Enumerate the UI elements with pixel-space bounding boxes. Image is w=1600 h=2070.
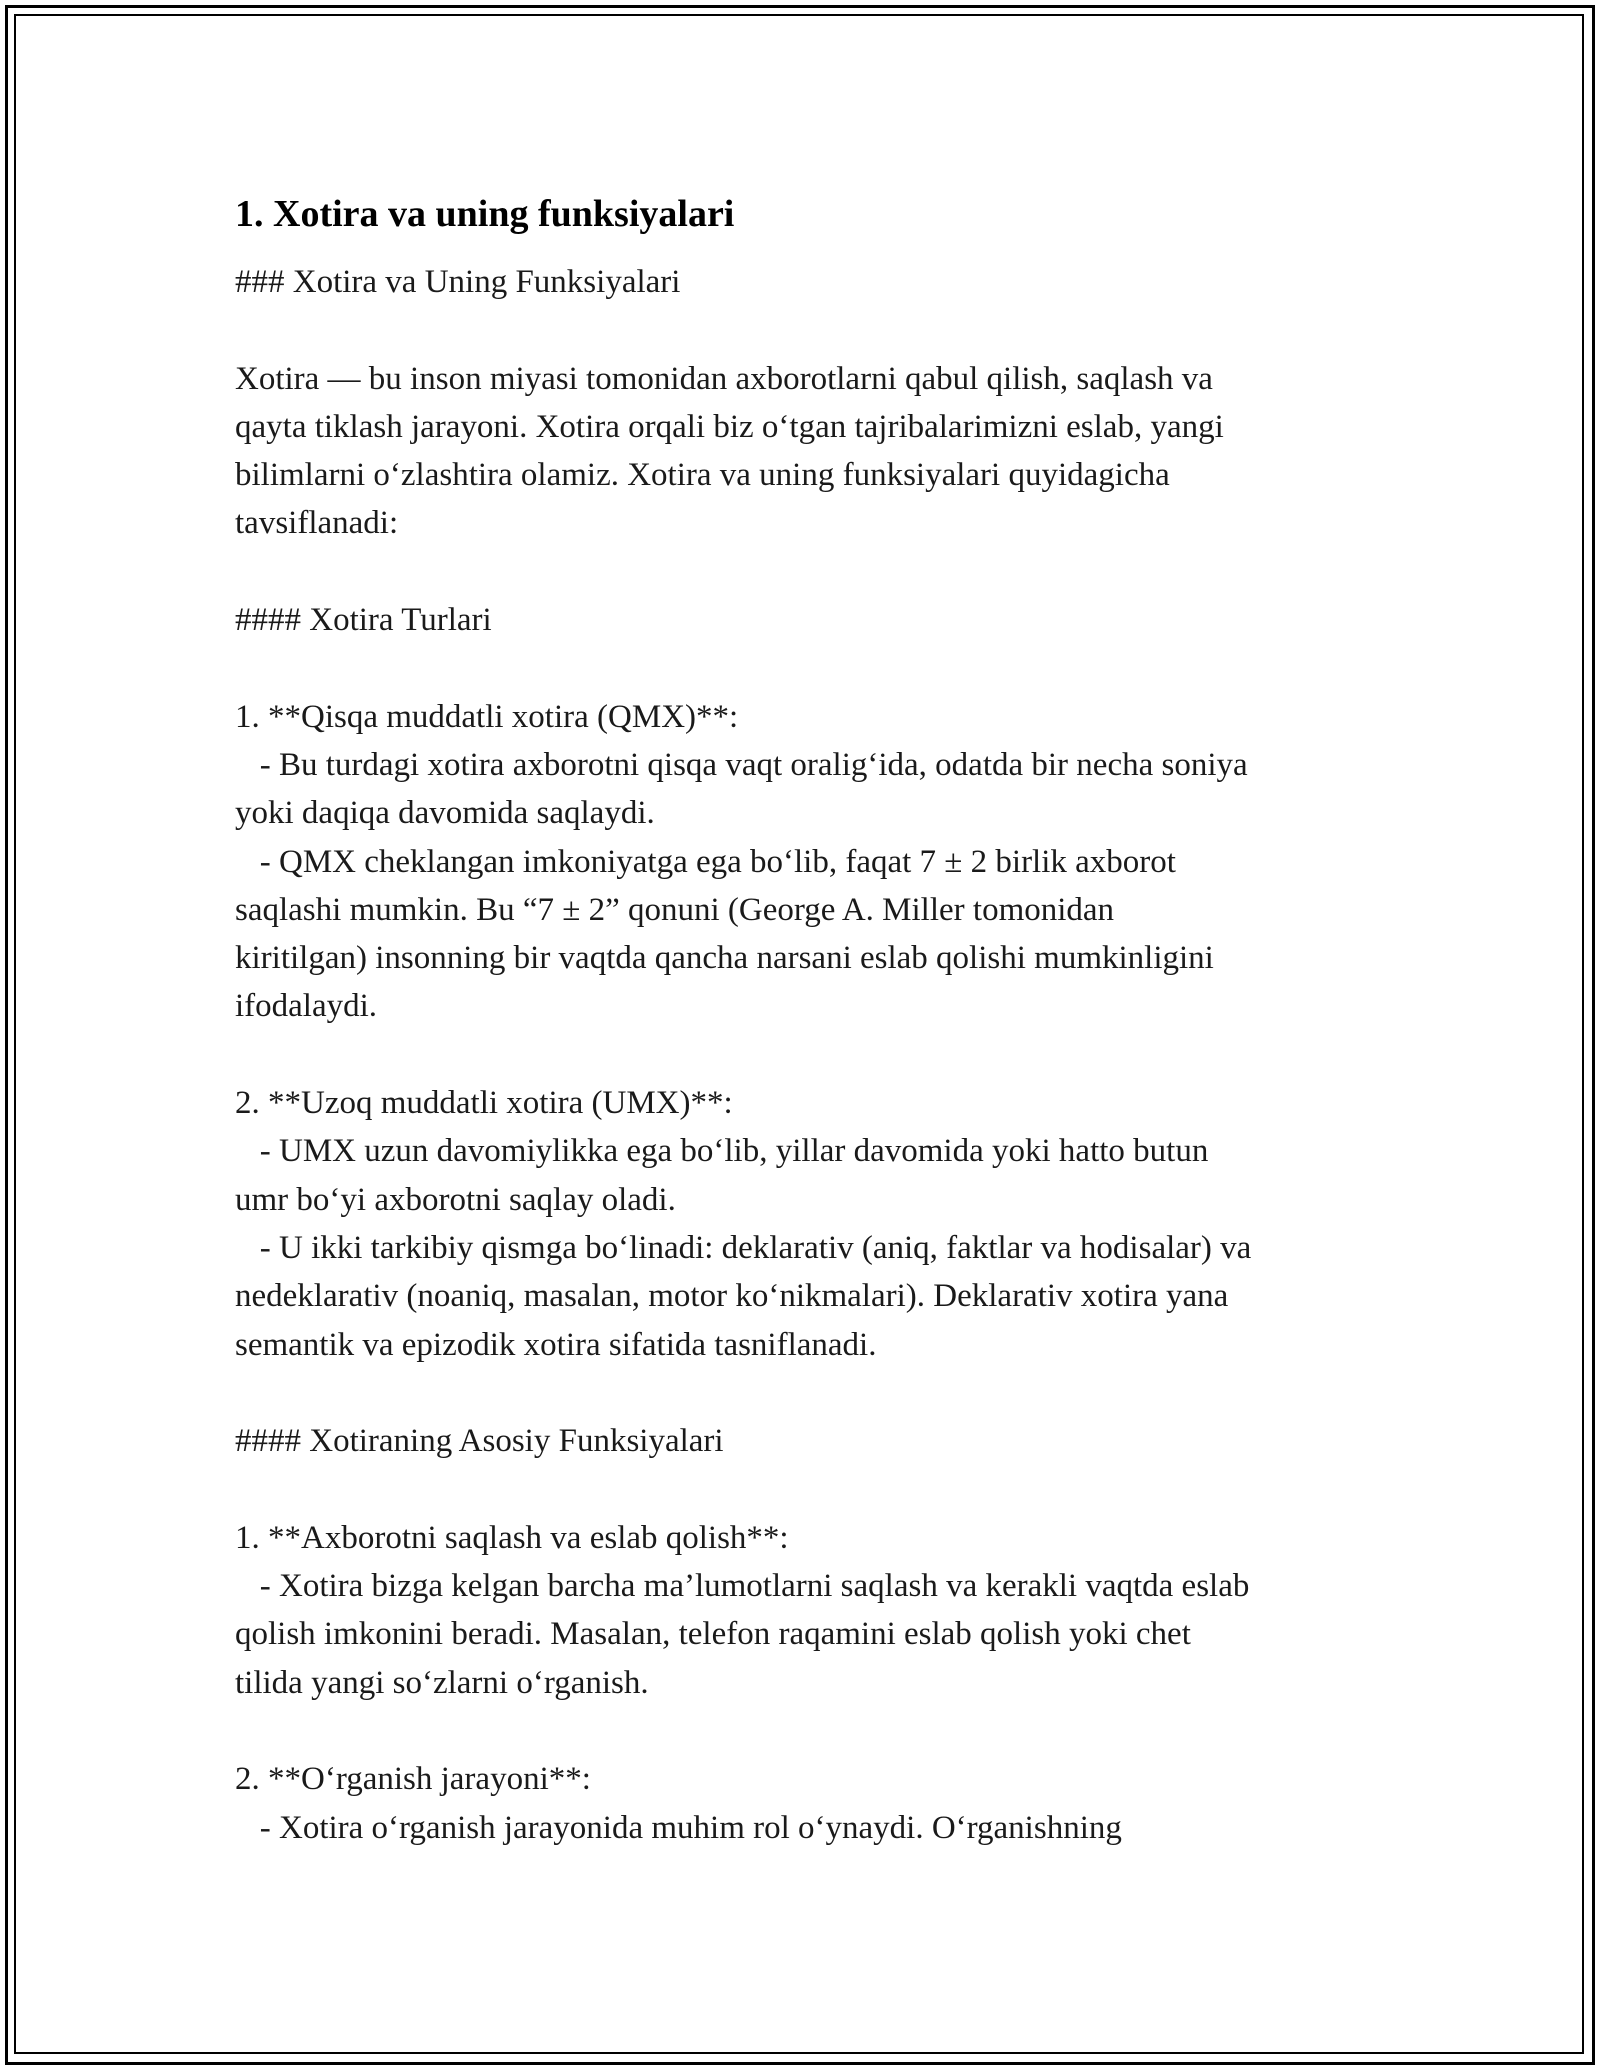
list-item-line: umr bo‘yi axborotni saqlay oladi. xyxy=(235,1181,676,1218)
list-item-line: qolish imkonini beradi. Masalan, telefon raqamini eslab qolish yoki chet xyxy=(235,1616,1191,1653)
intro-line: qayta tiklash jarayoni. Xotira orqali biz o‘tgan tajribalarimizni eslab, yangi xyxy=(235,408,1224,445)
document-title: 1. Xotira va uning funksiyalari xyxy=(235,193,735,235)
blank-line xyxy=(235,1465,1375,1513)
blank-line xyxy=(235,644,1375,692)
list-item-line: - U ikki tarkibiy qismga bo‘linadi: deklarativ (aniq, faktlar va hodisalar) va xyxy=(235,1229,1252,1266)
blank-line xyxy=(235,1031,1375,1079)
intro-line: Xotira — bu inson miyasi tomonidan axborotlarni qabul qilish, saqlash va xyxy=(235,360,1213,397)
list-item-line: 1. **Axborotni saqlash va eslab qolish**: xyxy=(235,1519,789,1556)
list-item-long-term-memory xyxy=(235,1079,1375,1369)
list-item-line: 1. **Qisqa muddatli xotira (QMX)**: xyxy=(235,698,739,735)
list-item-line: ifodalaydi. xyxy=(235,988,378,1025)
list-item-short-term-memory xyxy=(235,693,1375,1031)
subsection-heading-functions: #### Xotiraning Asosiy Funksiyalari xyxy=(235,1423,724,1460)
list-item-line: 2. **O‘rganish jarayoni**: xyxy=(235,1761,591,1798)
list-item-line: 2. **Uzoq muddatli xotira (UMX)**: xyxy=(235,1085,733,1122)
list-item-storage-recall xyxy=(235,1514,1375,1707)
intro-paragraph xyxy=(235,355,1375,548)
blank-line xyxy=(235,548,1375,596)
list-item-line: - UMX uzun davomiylikka ega bo‘lib, yillar davomida yoki hatto butun xyxy=(235,1133,1209,1170)
list-item-line: - Xotira o‘rganish jarayonida muhim rol o‘ynaydi. O‘rganishning xyxy=(235,1809,1122,1846)
list-item-line: nedeklarativ (noaniq, masalan, motor ko‘nikmalari). Deklarativ xotira yana xyxy=(235,1278,1229,1315)
blank-line xyxy=(235,306,1375,354)
intro-line: tavsiflanadi: xyxy=(235,505,399,542)
subsection-heading-types: #### Xotira Turlari xyxy=(235,602,492,639)
list-item-learning-process xyxy=(235,1755,1375,1852)
blank-line xyxy=(235,1707,1375,1755)
list-item-line: - Bu turdagi xotira axborotni qisqa vaqt oralig‘ida, odatda bir necha soniya xyxy=(235,746,1248,783)
list-item-line: yoki daqiqa davomida saqlaydi. xyxy=(235,795,655,832)
blank-line xyxy=(235,1369,1375,1417)
list-item-line: - QMX cheklangan imkoniyatga ega bo‘lib, faqat 7 ± 2 birlik axborot xyxy=(235,843,1176,880)
list-item-line: tilida yangi so‘zlarni o‘rganish. xyxy=(235,1664,649,1701)
intro-line: bilimlarni o‘zlashtira olamiz. Xotira va uning funksiyalari quyidagicha xyxy=(235,457,1170,494)
list-item-line: kiritilgan) insonning bir vaqtda qancha narsani eslab qolishi mumkinligini xyxy=(235,940,1214,977)
list-item-line: semantik va epizodik xotira sifatida tasniflanadi. xyxy=(235,1326,877,1363)
list-item-line: saqlashi mumkin. Bu “7 ± 2” qonuni (George A. Miller tomonidan xyxy=(235,891,1115,928)
section-heading: ### Xotira va Uning Funksiyalari xyxy=(235,264,681,300)
document-body xyxy=(235,186,1375,1852)
list-item-line: - Xotira bizga kelgan barcha ma’lumotlarni saqlash va kerakli vaqtda eslab xyxy=(235,1568,1250,1605)
